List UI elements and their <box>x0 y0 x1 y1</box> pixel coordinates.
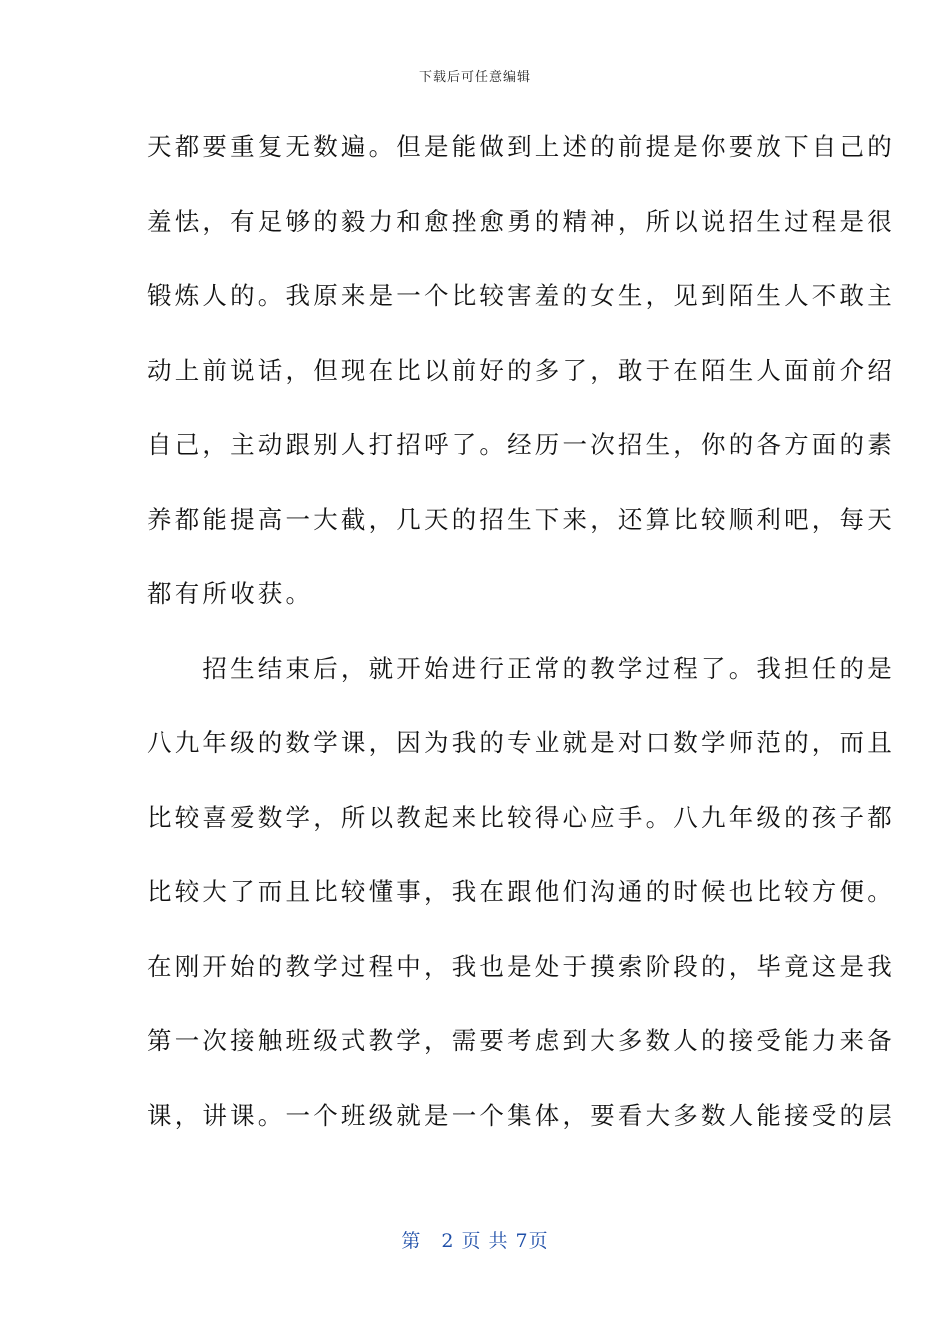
text-line: 羞怯，有足够的毅力和愈挫愈勇的精神，所以说招生过程是很 <box>147 206 895 236</box>
text-line: 比较喜爱数学，所以教起来比较得心应手。八九年级的孩子都 <box>147 802 895 832</box>
page-number-footer: 第 2 页 共 7页 <box>401 1230 549 1252</box>
text-line: 都有所收获。 <box>147 579 314 608</box>
paragraph-start-line: 招生结束后，就开始进行正常的教学过程了。我担任的是 <box>147 653 895 683</box>
text-line: 课，讲课。一个班级就是一个集体，要看大多数人能接受的层 <box>147 1100 895 1130</box>
text-line: 养都能提高一大截，几天的招生下来，还算比较顺利吧，每天 <box>147 504 895 534</box>
page-header-note: 下载后可任意编辑 <box>418 70 531 85</box>
text-line: 自己，主动跟别人打招呼了。经历一次招生，你的各方面的素 <box>147 430 895 459</box>
text-line: 在刚开始的教学过程中，我也是处于摸索阶段的，毕竟这是我 <box>147 951 895 981</box>
document-body <box>147 122 895 1165</box>
text-line: 八九年级的数学课，因为我的专业就是对口数学师范的，而且 <box>147 728 895 757</box>
text-line: 动上前说话，但现在比以前好的多了，敢于在陌生人面前介绍 <box>147 355 895 385</box>
text-line: 天都要重复无数遍。但是能做到上述的前提是你要放下自己的 <box>147 132 895 161</box>
text-line: 锻炼人的。我原来是一个比较害羞的女生，见到陌生人不敢主 <box>147 281 895 310</box>
text-line: 比较大了而且比较懂事，我在跟他们沟通的时候也比较方便。 <box>147 877 895 906</box>
text-line: 第一次接触班级式教学，需要考虑到大多数人的接受能力来备 <box>147 1026 895 1055</box>
